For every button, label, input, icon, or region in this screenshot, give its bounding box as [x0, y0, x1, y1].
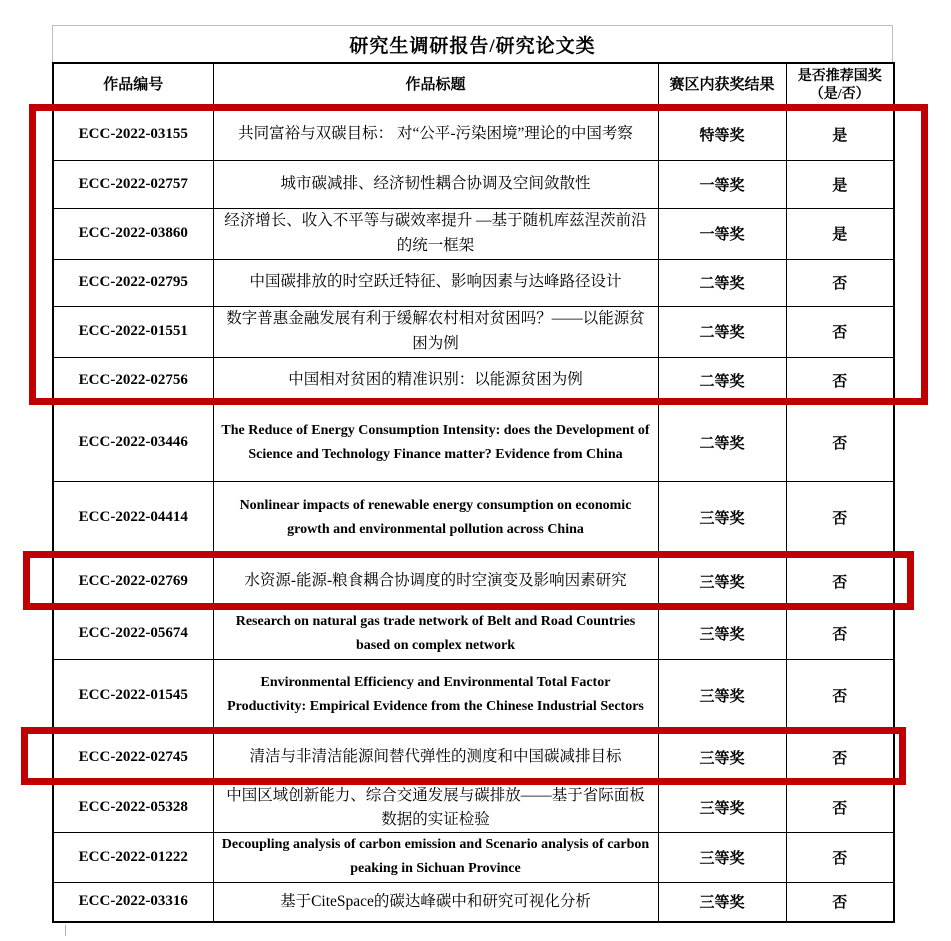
recommend-cell: 是: [786, 160, 894, 208]
award-cell: 三等奖: [658, 882, 786, 922]
work-title-cell: 水资源-能源-粮食耦合协调度的时空演变及影响因素研究: [213, 554, 658, 608]
table-row: [53, 882, 894, 922]
recommend-cell: 否: [786, 481, 894, 554]
work-title-cell: 城市碳减排、经济韧性耦合协调及空间敛散性: [213, 160, 658, 208]
work-id-cell: ECC-2022-02745: [53, 731, 213, 783]
work-id-cell: ECC-2022-03316: [53, 882, 213, 922]
recommend-cell: 否: [786, 357, 894, 404]
recommend-cell: 否: [786, 731, 894, 783]
award-cell: 三等奖: [658, 731, 786, 783]
work-id-cell: ECC-2022-05674: [53, 608, 213, 659]
work-id-cell: ECC-2022-02756: [53, 357, 213, 404]
results-table: [52, 62, 895, 923]
table-body: [53, 108, 894, 922]
work-title-cell: Research on natural gas trade network of Belt and Road Countries based on complex network: [213, 608, 658, 659]
work-id-cell: ECC-2022-01551: [53, 306, 213, 357]
table-row: [53, 783, 894, 832]
work-title-cell: Decoupling analysis of carbon emission and Scenario analysis of carbon peaking in Sichuan Province: [213, 832, 658, 882]
award-cell: 三等奖: [658, 554, 786, 608]
award-cell: 二等奖: [658, 404, 786, 481]
recommend-cell: 否: [786, 783, 894, 832]
work-title-cell: Environmental Efficiency and Environmental Total Factor Productivity: Empirical Evidence from the Chinese Industrial Sectors: [213, 659, 658, 731]
table-row: [53, 659, 894, 731]
work-title-cell: 中国碳排放的时空跃迁特征、影响因素与达峰路径设计: [213, 259, 658, 306]
table-row: [53, 208, 894, 259]
award-cell: 一等奖: [658, 160, 786, 208]
recommend-cell: 否: [786, 306, 894, 357]
work-id-cell: ECC-2022-03446: [53, 404, 213, 481]
award-cell: 三等奖: [658, 659, 786, 731]
award-cell: 三等奖: [658, 608, 786, 659]
award-cell: 特等奖: [658, 108, 786, 160]
work-title-cell: The Reduce of Energy Consumption Intensity: does the Development of Science and Technology Finance matter? Evidence from China: [213, 404, 658, 481]
award-cell: 一等奖: [658, 208, 786, 259]
recommend-cell: 否: [786, 832, 894, 882]
table-row: [53, 259, 894, 306]
column-header-work-title: 作品标题: [213, 63, 658, 108]
table-row: [53, 481, 894, 554]
work-id-cell: ECC-2022-03860: [53, 208, 213, 259]
award-cell: 二等奖: [658, 357, 786, 404]
recommend-cell: 是: [786, 208, 894, 259]
award-cell: 三等奖: [658, 832, 786, 882]
work-title-cell: 中国区域创新能力、综合交通发展与碳排放——基于省际面板数据的实证检验: [213, 783, 658, 832]
table-header: [53, 63, 894, 108]
column-header-work-id: 作品编号: [53, 63, 213, 108]
work-id-cell: ECC-2022-04414: [53, 481, 213, 554]
recommend-cell: 否: [786, 882, 894, 922]
recommend-cell: 否: [786, 259, 894, 306]
work-id-cell: ECC-2022-01222: [53, 832, 213, 882]
work-title-cell: 清洁与非清洁能源间替代弹性的测度和中国碳减排目标: [213, 731, 658, 783]
table-row: [53, 554, 894, 608]
recommend-cell: 否: [786, 659, 894, 731]
table-row: [53, 404, 894, 481]
table-row: [53, 608, 894, 659]
table-row: [53, 832, 894, 882]
work-id-cell: ECC-2022-02757: [53, 160, 213, 208]
recommend-cell: 否: [786, 608, 894, 659]
header-row: [53, 63, 894, 108]
work-title-cell: 数字普惠金融发展有利于缓解农村相对贫困吗？——以能源贫困为例: [213, 306, 658, 357]
work-id-cell: ECC-2022-01545: [53, 659, 213, 731]
work-id-cell: ECC-2022-05328: [53, 783, 213, 832]
table-row: [53, 160, 894, 208]
table-row: [53, 357, 894, 404]
work-title-cell: 中国相对贫困的精准识别：以能源贫困为例: [213, 357, 658, 404]
award-cell: 三等奖: [658, 783, 786, 832]
page-title: [52, 25, 893, 62]
work-title-cell: 共同富裕与双碳目标： 对“公平-污染困境”理论的中国考察: [213, 108, 658, 160]
work-id-cell: ECC-2022-03155: [53, 108, 213, 160]
award-cell: 二等奖: [658, 259, 786, 306]
work-title-cell: Nonlinear impacts of renewable energy consumption on economic growth and environmental pollution across China: [213, 481, 658, 554]
page-title-text: 研究生调研报告/研究论文类: [349, 35, 596, 57]
recommend-cell: 是: [786, 108, 894, 160]
recommend-cell: 否: [786, 404, 894, 481]
work-id-cell: ECC-2022-02769: [53, 554, 213, 608]
work-title-cell: 经济增长、收入不平等与碳效率提升 —基于随机库兹涅茨前沿的统一框架: [213, 208, 658, 259]
award-cell: 三等奖: [658, 481, 786, 554]
recommend-cell: 否: [786, 554, 894, 608]
table-row: [53, 108, 894, 160]
award-cell: 二等奖: [658, 306, 786, 357]
column-header-award-result: 赛区内获奖结果: [658, 63, 786, 108]
cursor-artifact: [65, 925, 66, 936]
column-header-recommend: 是否推荐国奖（是/否）: [786, 63, 894, 108]
table-row: [53, 731, 894, 783]
table-row: [53, 306, 894, 357]
work-id-cell: ECC-2022-02795: [53, 259, 213, 306]
work-title-cell: 基于CiteSpace的碳达峰碳中和研究可视化分析: [213, 882, 658, 922]
